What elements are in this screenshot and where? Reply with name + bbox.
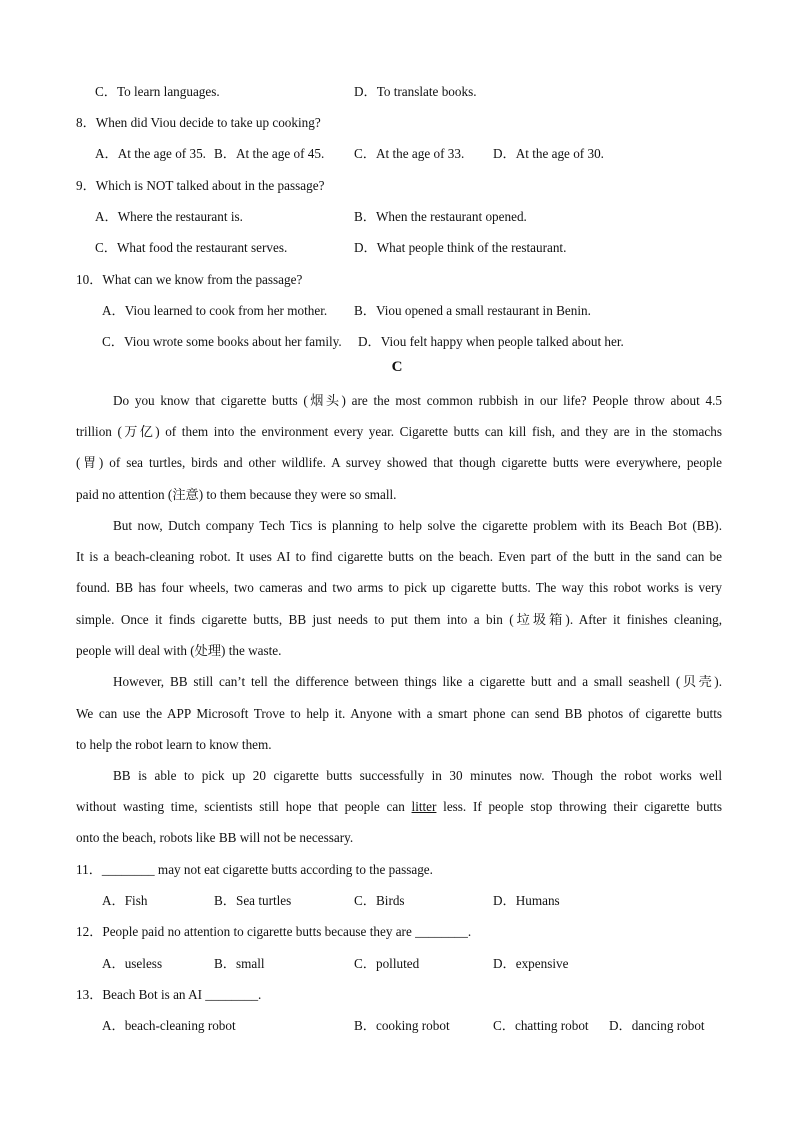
p2-line: simple. Once it finds cigarette butts, BB just needs to put them into a bin (垃圾箱). After it finishes cleaning, bbox=[76, 612, 722, 627]
p4-line bbox=[76, 799, 722, 815]
q9-option-a: A．Where the restaurant is. bbox=[95, 209, 243, 224]
p3-line: However, BB still can’t tell the difference between things like a cigarette butt and a small seashell (贝壳). bbox=[113, 674, 722, 689]
q9-option-c: C．What food the restaurant serves. bbox=[95, 240, 288, 255]
p4-text: without wasting time, scientists still hope that people can bbox=[76, 799, 412, 814]
q12-option-d: D．expensive bbox=[493, 956, 569, 971]
p4-line: BB is able to pick up 20 cigarette butts successfully in 30 minutes now. Though the robot works well bbox=[113, 768, 722, 783]
q9-option-b: B．When the restaurant opened. bbox=[354, 209, 527, 224]
q12-option-a: A．useless bbox=[102, 956, 163, 971]
p2-line: people will deal with (处理) the waste. bbox=[76, 643, 282, 658]
q13-option-a: A．beach-cleaning robot bbox=[102, 1018, 236, 1033]
q8-option-a: A．At the age of 35. bbox=[95, 146, 206, 161]
p3-line: to help the robot learn to know them. bbox=[76, 737, 272, 752]
q10-option-d: D．Viou felt happy when people talked about her. bbox=[358, 334, 624, 349]
p2-line: But now, Dutch company Tech Tics is planning to help solve the cigarette problem with its Beach Bot (BB). bbox=[113, 518, 722, 533]
q11-option-c: C．Birds bbox=[354, 893, 405, 908]
q10-option-a: A．Viou learned to cook from her mother. bbox=[102, 303, 328, 318]
q11-question: 11．________ may not eat cigarette butts according to the passage. bbox=[76, 862, 433, 877]
q11-option-b: B．Sea turtles bbox=[214, 893, 292, 908]
q13-option-b: B．cooking robot bbox=[354, 1018, 450, 1033]
q13-question: 13．Beach Bot is an AI ________. bbox=[76, 987, 262, 1002]
q13-option-c: C．chatting robot bbox=[493, 1018, 589, 1033]
p3-line: We can use the APP Microsoft Trove to help it. Anyone with a smart phone can send BB photos of cigarette butts bbox=[76, 706, 722, 721]
q9-question: 9．Which is NOT talked about in the passage? bbox=[76, 178, 325, 193]
q10-option-b: B．Viou opened a small restaurant in Benin. bbox=[354, 303, 591, 318]
section-heading: C bbox=[391, 359, 403, 375]
underlined-word: litter bbox=[411, 799, 437, 814]
p2-line: It is a beach-cleaning robot. It uses AI to find cigarette butts on the beach. Even part of the butt in the sand can be bbox=[76, 549, 722, 564]
q12-option-c: C．polluted bbox=[354, 956, 420, 971]
q7-option-c: C．To learn languages. bbox=[95, 84, 220, 99]
p1-line: Do you know that cigarette butts (烟头) are the most common rubbish in our life? People throw about 4.5 bbox=[113, 393, 722, 408]
p4-text: less. If people stop throwing their cigarette butts bbox=[436, 799, 722, 814]
p1-line: paid no attention (注意) to them because they were so small. bbox=[76, 487, 397, 502]
q8-question: 8．When did Viou decide to take up cooking? bbox=[76, 115, 321, 130]
p4-line: onto the beach, robots like BB will not be necessary. bbox=[76, 830, 354, 845]
q10-option-c: C．Viou wrote some books about her family. bbox=[102, 334, 342, 349]
q9-option-d: D．What people think of the restaurant. bbox=[354, 240, 567, 255]
q11-option-d: D．Humans bbox=[493, 893, 560, 908]
q12-question: 12．People paid no attention to cigarette butts because they are ________. bbox=[76, 924, 472, 939]
q10-question: 10．What can we know from the passage? bbox=[76, 272, 303, 287]
p1-line: trillion (万亿) of them into the environment every year. Cigarette butts can kill fish, and they are in the stomachs bbox=[76, 424, 722, 439]
q11-option-a: A．Fish bbox=[102, 893, 148, 908]
q12-option-b: B．small bbox=[214, 956, 265, 971]
q13-option-d: D．dancing robot bbox=[609, 1018, 705, 1033]
p2-line: found. BB has four wheels, two cameras and two arms to pick up cigarette butts. The way this robot works is very bbox=[76, 580, 722, 595]
q8-option-b: B．At the age of 45. bbox=[214, 146, 325, 161]
q8-option-c: C．At the age of 33. bbox=[354, 146, 465, 161]
q8-option-d: D．At the age of 30. bbox=[493, 146, 604, 161]
q7-option-d: D．To translate books. bbox=[354, 84, 477, 99]
p1-line: (胃) of sea turtles, birds and other wildlife. A survey showed that though cigarette butts were everywhere, people bbox=[76, 455, 722, 470]
